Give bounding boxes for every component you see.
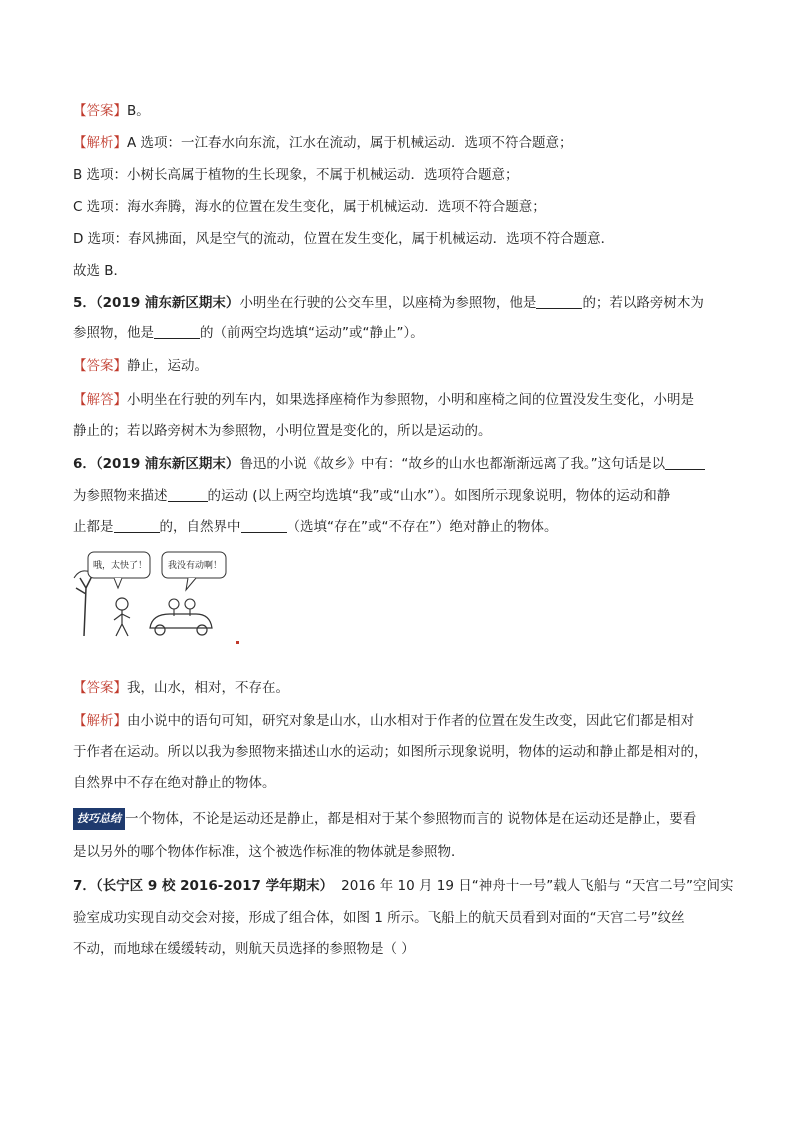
question-source: （2019 浦东新区期末） — [95, 295, 240, 311]
solution-text: 小明坐在行驶的列车内，如果选择座椅作为参照物，小明和座椅之间的位置没发生变化，小明是 — [127, 392, 694, 408]
analysis-line — [73, 711, 694, 731]
answer-line — [73, 101, 150, 121]
fill-blank — [665, 455, 705, 470]
question-5-line — [73, 323, 424, 343]
conclusion-line: 故选 B． — [73, 263, 128, 279]
question-number: 5． — [73, 295, 96, 311]
cartoon-figure — [70, 548, 240, 640]
tip-line — [73, 808, 696, 830]
analysis-tag: 【解析】 — [73, 713, 127, 729]
question-text: 小明坐在行驶的公交车里，以座椅为参照物，他是 — [239, 295, 537, 311]
solution-line — [73, 390, 694, 410]
question-text: 的；若以路旁树木为 — [582, 295, 704, 311]
question-text: 的，自然界中 — [159, 519, 241, 535]
red-dot — [236, 641, 239, 644]
solution-tag: 【解答】 — [73, 392, 127, 408]
solution-line: 静止的；若以路旁树木为参照物，小明位置是变化的，所以是运动的。 — [73, 423, 492, 439]
question-number: 6． — [73, 456, 96, 472]
question-text: 2016 年 10 月 19 日“神舟十一号”载人飞船与 “天宫二号”空间实 — [341, 878, 734, 894]
analysis-line: 自然界中不存在绝对静止的物体。 — [73, 775, 276, 791]
answer-tag: 【答案】 — [73, 103, 127, 119]
answer-text: 静止，运动。 — [127, 358, 208, 374]
question-6-line — [73, 454, 705, 474]
fill-blank — [168, 487, 208, 502]
question-7-line — [73, 876, 734, 896]
tip-text: 一个物体，不论是运动还是静止，都是相对于某个参照物而言的 说物体是在运动还是静止，要看 — [125, 811, 697, 827]
fill-blank — [536, 294, 582, 309]
question-source: （2019 浦东新区期末） — [95, 456, 240, 472]
answer-tag: 【答案】 — [73, 680, 127, 696]
tip-line: 是以另外的哪个物体作标准，这个被选作标准的物体就是参照物． — [73, 844, 465, 860]
question-text: （选填“存在”或“不存在”）绝对静止的物体。 — [286, 519, 558, 535]
analysis-line: 于作者在运动。所以以我为参照物来描述山水的运动；如图所示现象说明，物体的运动和静止都是相对的， — [73, 744, 708, 760]
answer-text: B。 — [127, 103, 150, 119]
question-6-line — [73, 517, 557, 537]
question-source: （长宁区 9 校 2016-2017 学年期末） — [95, 878, 334, 894]
answer-tag: 【答案】 — [73, 358, 127, 374]
fill-blank — [154, 324, 200, 339]
analysis-text: A 选项：一江春水向东流，江水在流动，属于机械运动．选项不符合题意； — [127, 135, 573, 151]
answer-line — [73, 678, 289, 698]
analysis-tag: 【解析】 — [73, 135, 127, 151]
analysis-line: D 选项：春风拂面，风是空气的流动，位置在发生变化，属于机械运动．选项不符合题意． — [73, 231, 615, 247]
fill-blank — [114, 518, 160, 533]
analysis-line — [73, 133, 573, 153]
speech-bubble-left: 哦，太快了！ — [92, 561, 147, 571]
question-7-line: 验室成功实现自动交会对接，形成了组合体，如图 1 所示。飞船上的航天员看到对面的“天宫二号”纹丝 — [73, 910, 685, 926]
answer-line — [73, 356, 208, 376]
question-text: 止都是 — [73, 519, 114, 535]
question-text: 的运动 (以上两空均选填“我”或“山水”）。如图所示现象说明，物体的运动和静 — [207, 488, 671, 504]
speech-bubble-right: 我没有动啊！ — [167, 561, 222, 571]
question-6-line — [73, 486, 670, 506]
question-text: 为参照物来描述 — [73, 488, 168, 504]
question-text: 参照物，他是 — [73, 325, 154, 341]
question-7-line: 不动，而地球在缓缓转动，则航天员选择的参照物是（ ） — [73, 941, 415, 957]
question-5-line — [73, 293, 704, 313]
question-text: 鲁迅的小说《故乡》中有：“故乡的山水也都渐渐远离了我。”这句话是以 — [239, 456, 666, 472]
question-number: 7． — [73, 878, 96, 894]
analysis-text: 由小说中的语句可知，研究对象是山水，山水相对于作者的位置在发生改变，因此它们都是相对 — [127, 713, 694, 729]
analysis-line: C 选项：海水奔腾，海水的位置在发生变化，属于机械运动．选项不符合题意； — [73, 199, 546, 215]
question-text: 的（前两空均选填“运动”或“静止”）。 — [200, 325, 424, 341]
answer-text: 我，山水，相对，不存在。 — [127, 680, 289, 696]
fill-blank — [241, 518, 287, 533]
analysis-line: B 选项：小树长高属于植物的生长现象，不属于机械运动．选项符合题意； — [73, 167, 519, 183]
tip-badge: 技巧总结 — [73, 808, 125, 830]
